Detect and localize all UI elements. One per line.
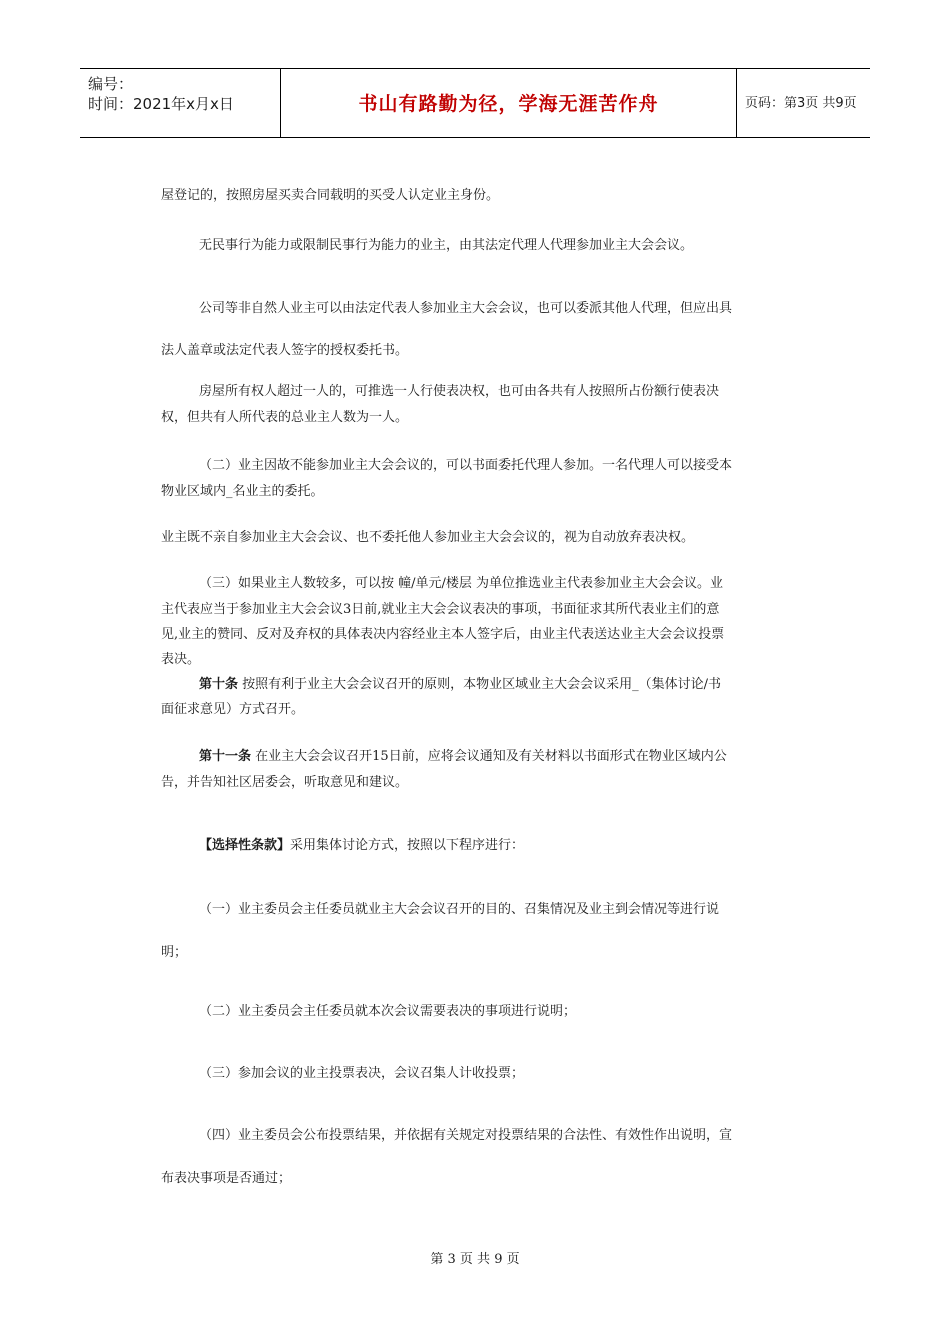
page-label: 页码：第3页 共9页 [745,96,857,111]
article-10-text: 按照有利于业主大会会议召开的原则，本物业区域业主大会会议采用_（集体讨论/书 [238,677,722,692]
motto: 书山有路勤为径，学海无涯苦作舟 [358,93,659,115]
paragraph-line: 主代表应当于参加业主大会会议3日前,就业主大会会议表决的事项，书面征求其所代表业主们的意 [161,602,720,617]
paragraph-line: 面征求意见）方式召开。 [161,702,305,717]
date-label: 时间：2021年x月x日 [88,95,234,113]
paragraph-line: 明； [161,945,188,960]
optional-clause-heading: 【选择性条款】 [199,838,291,853]
paragraph-line: 公司等非自然人业主可以由法定代表人参加业主大会会议，也可以委派其他人代理，但应出具 [199,301,733,316]
paragraph-line: 无民事行为能力或限制民事行为能力的业主，由其法定代理人代理参加业主大会会议。 [199,238,694,253]
paragraph-line: （三）如果业主人数较多，可以按 幢/单元/楼层 为单位推选业主代表参加业主大会会议。业 [199,576,724,591]
page-footer: 第 3 页 共 9 页 [430,1252,520,1267]
paragraph-line: （三）参加会议的业主投票表决，会议召集人计收投票； [199,1066,525,1081]
paragraph-line: 见,业主的赞同、反对及弃权的具体表决内容经业主本人签字后，由业主代表送达业主大会会议投票 [161,627,725,642]
article-11-line [199,747,727,767]
header-motto-cell [280,69,737,137]
header-page-cell [735,69,870,137]
paragraph-line: （一）业主委员会主任委员就业主大会会议召开的目的、召集情况及业主到会情况等进行说 [199,902,720,917]
paragraph-line: 告，并告知社区居委会，听取意见和建议。 [161,775,409,790]
paragraph-line: 法人盖章或法定代表人签字的授权委托书。 [161,343,409,358]
page-header [80,68,870,138]
optional-clause-text: 采用集体讨论方式，按照以下程序进行： [290,838,525,853]
article-11-heading: 第十一条 [199,749,252,764]
paragraph-line: （二）业主因故不能参加业主大会会议的，可以书面委托代理人参加。一名代理人可以接受本 [199,458,733,473]
paragraph-line: 权，但共有人所代表的总业主人数为一人。 [161,410,409,425]
paragraph-line: 房屋所有权人超过一人的，可推选一人行使表决权，也可由各共有人按照所占份额行使表决 [199,384,720,399]
article-10-line [199,675,721,695]
article-10-heading: 第十条 [199,677,239,692]
paragraph-line: 屋登记的，按照房屋买卖合同载明的买受人认定业主身份。 [161,188,500,203]
paragraph-line: （二）业主委员会主任委员就本次会议需要表决的事项进行说明； [199,1004,577,1019]
optional-clause-line [199,836,524,856]
paragraph-line: 表决。 [161,652,201,667]
paragraph-line: 业主既不亲自参加业主大会会议、也不委托他人参加业主大会会议的，视为自动放弃表决权。 [161,530,695,545]
paragraph-line: （四）业主委员会公布投票结果，并依据有关规定对投票结果的合法性、有效性作出说明，宣 [199,1128,733,1143]
paragraph-line: 物业区域内_名业主的委托。 [161,484,324,499]
article-11-text: 在业主大会会议召开15日前，应将会议通知及有关材料以书面形式在物业区域内公 [251,749,727,764]
paragraph-line: 布表决事项是否通过； [161,1171,292,1186]
number-label: 编号： [88,75,134,93]
header-meta [80,69,280,137]
